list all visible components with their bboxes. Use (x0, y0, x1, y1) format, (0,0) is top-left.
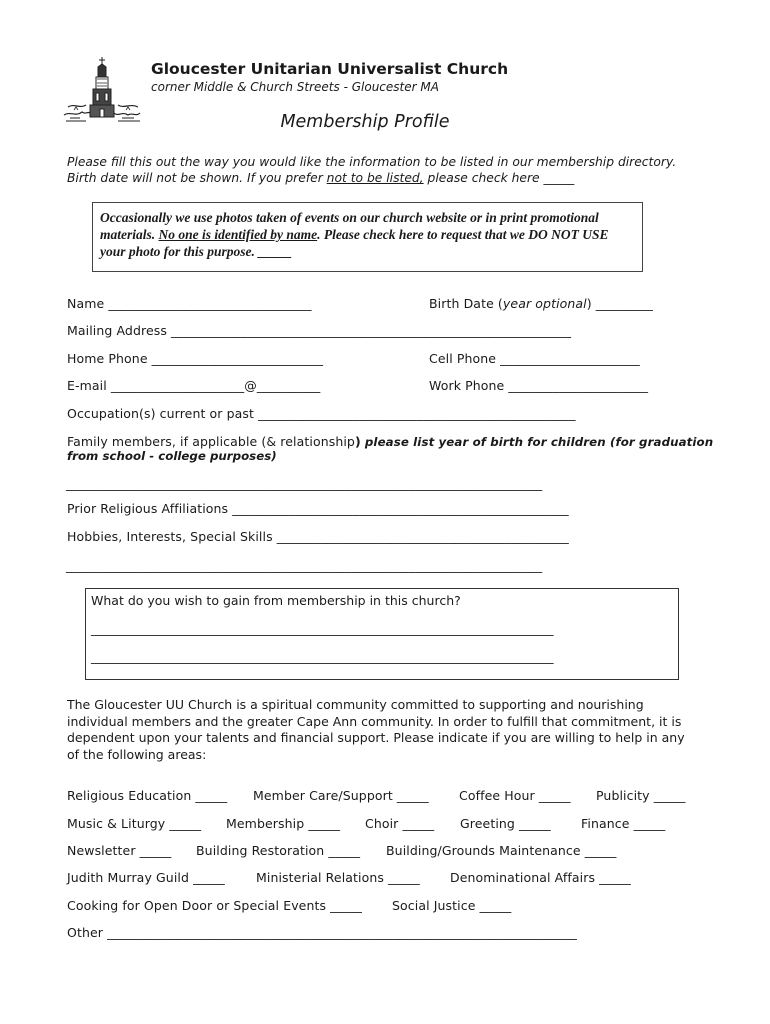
hobbies-field-line[interactable]: ___________________________________________________________________________ (66, 558, 543, 573)
area-choir[interactable]: Choir _____ (365, 816, 435, 831)
area-ministerial-relations[interactable]: Ministerial Relations _____ (256, 870, 420, 885)
photo-notice-box (92, 202, 643, 272)
area-building-grounds[interactable]: Building/Grounds Maintenance _____ (386, 843, 617, 858)
family-label-paren: ) (354, 434, 361, 449)
page-title: Membership Profile (280, 112, 450, 132)
name-field[interactable]: Name ________________________________ (67, 296, 312, 311)
statement-line: The Gloucester UU Church is a spiritual community committed to supporting and nourishing (67, 697, 644, 712)
statement-line: individual members and the greater Cape Ann community. In order to fulfill that commitment, it is (67, 713, 682, 729)
area-music-liturgy[interactable]: Music & Liturgy _____ (67, 816, 202, 831)
gain-question: What do you wish to gain from membership in this church? (91, 593, 461, 608)
area-member-care[interactable]: Member Care/Support _____ (253, 788, 429, 803)
gain-answer-line[interactable]: __________________________________________________________________________ (91, 649, 554, 664)
area-greeting[interactable]: Greeting _____ (460, 816, 551, 831)
intro-line: Please fill this out the way you would like the information to be listed in our membership directory. (67, 155, 677, 169)
area-judith-murray-guild[interactable]: Judith Murray Guild _____ (67, 870, 225, 885)
birth-date-optional: year optional (502, 296, 587, 311)
family-note: please list year of birth for children (for graduation (364, 435, 714, 449)
gain-question-box (85, 588, 679, 680)
area-finance[interactable]: Finance _____ (581, 816, 666, 831)
cell-phone-field[interactable]: Cell Phone ______________________ (429, 351, 640, 366)
family-members-field[interactable]: ___________________________________________________________________________ (66, 476, 543, 491)
photo-notice-text (100, 209, 609, 260)
area-membership[interactable]: Membership _____ (226, 816, 341, 831)
gain-answer-line[interactable]: __________________________________________________________________________ (91, 621, 554, 636)
photo-notice-line: Occasionally we use photos taken of events on our church website or in print promotional (100, 210, 599, 225)
commitment-statement (67, 697, 685, 763)
hobbies-field[interactable]: Hobbies, Interests, Special Skills ______________________________________________ (67, 529, 569, 544)
area-building-restoration[interactable]: Building Restoration _____ (196, 843, 361, 858)
family-members-label (67, 434, 713, 449)
mailing-address-field[interactable]: Mailing Address _______________________________________________________________ (67, 323, 572, 338)
family-label-text: Family members, if applicable (& relationship (67, 434, 355, 449)
photo-text-part: materials. (100, 227, 159, 242)
not-listed-text: not to be listed, (326, 171, 424, 185)
area-denominational-affairs[interactable]: Denominational Affairs _____ (450, 870, 631, 885)
photo-opt-out-check-blank[interactable]: your photo for this purpose. _____ (100, 244, 293, 259)
area-cooking[interactable]: Cooking for Open Door or Special Events _____ (67, 898, 362, 913)
org-address: corner Middle & Church Streets - Gloucester MA (151, 80, 439, 94)
birth-date-blank[interactable]: ) _________ (586, 296, 653, 311)
birth-date-field[interactable] (429, 296, 653, 311)
home-phone-field[interactable]: Home Phone ___________________________ (67, 351, 324, 366)
work-phone-field[interactable]: Work Phone ______________________ (429, 378, 649, 393)
area-coffee-hour[interactable]: Coffee Hour _____ (459, 788, 571, 803)
area-religious-education[interactable]: Religious Education _____ (67, 788, 228, 803)
not-listed-check-blank[interactable]: please check here _____ (423, 171, 575, 185)
prior-religious-field[interactable]: Prior Religious Affiliations _____________________________________________________ (67, 501, 569, 516)
area-publicity[interactable]: Publicity _____ (596, 788, 686, 803)
statement-line: of the following areas: (67, 746, 207, 762)
birth-date-label: Birth Date ( (429, 296, 503, 311)
family-note-cont: from school - college purposes) (67, 449, 277, 463)
intro-line (67, 170, 676, 186)
intro-text-part: Birth date will not be shown. If you prefer (67, 171, 327, 185)
photo-text-part: . Please check here to request that we DO NOT USE (317, 227, 609, 242)
no-name-text: No one is identified by name (158, 227, 318, 242)
intro-text (67, 154, 676, 186)
statement-line: dependent upon your talents and financial support. Please indicate if you are willing to help in any (67, 730, 685, 745)
occupation-field[interactable]: Occupation(s) current or past __________________________________________________ (67, 406, 576, 421)
area-newsletter[interactable]: Newsletter _____ (67, 843, 172, 858)
org-name: Gloucester Unitarian Universalist Church (151, 60, 509, 78)
photo-notice-line (100, 226, 609, 243)
area-social-justice[interactable]: Social Justice _____ (392, 898, 512, 913)
area-other[interactable]: Other __________________________________________________________________________ (67, 925, 577, 940)
email-field[interactable]: E-mail _____________________@__________ (67, 378, 321, 393)
